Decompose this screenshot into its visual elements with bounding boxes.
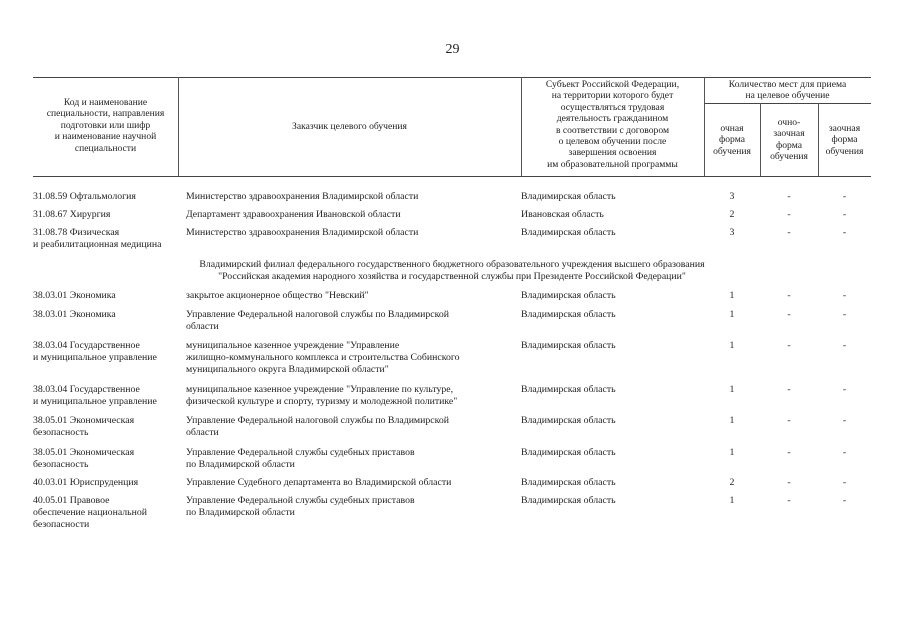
cell-subject: Владимирская область (521, 290, 616, 301)
cell-mixed: - (787, 191, 791, 202)
text-line: и муниципальное управление (33, 352, 157, 363)
text-line: Департамент здравоохранения Ивановской области (186, 209, 401, 220)
header-subject (521, 79, 704, 170)
cell-code (33, 384, 178, 408)
table-places-rule (704, 103, 871, 104)
cell-code (33, 290, 178, 302)
text-line: специальности, направления (46, 108, 165, 120)
text-line: Министерство здравоохранения Владимирской области (186, 227, 419, 238)
text-line: в соответствии с договором (555, 124, 670, 136)
cell-mixed: - (787, 227, 791, 238)
text-line: и наименование научной (54, 131, 157, 143)
cell-customer (186, 227, 516, 239)
cell-mixed: - (787, 384, 791, 395)
text-line: 38.03.01 Экономика (33, 290, 116, 301)
text-line: Количество мест для приема (728, 79, 847, 90)
text-line: "Российская академия народного хозяйства и государственной службы при Президенте Российской Федерации" (218, 271, 686, 282)
cell-fulltime: 1 (729, 309, 735, 320)
text-line: заочная (773, 128, 805, 140)
text-line: и реабилитационная медицина (33, 239, 162, 250)
header-fulltime (704, 123, 760, 157)
cell-fulltime: 3 (729, 227, 735, 238)
cell-subject: Владимирская область (521, 495, 616, 506)
text-line: Код и наименование (63, 97, 148, 108)
text-line: обеспечение национальной (33, 507, 147, 518)
text-line: очная (720, 123, 744, 134)
text-line: закрытое акционерное общество "Невский" (186, 290, 369, 301)
text-line: на целевое обучение (745, 90, 830, 102)
cell-extramural: - (842, 495, 847, 506)
cell-code (33, 477, 178, 489)
text-line: Министерство здравоохранения Владимирской области (186, 191, 419, 202)
cell-customer (186, 191, 516, 203)
text-line: жилищно-коммунального комплекса и строительства Собинского (186, 352, 460, 363)
text-line: деятельность гражданином (556, 113, 669, 125)
text-line: обучения (825, 145, 864, 157)
text-line: на территории которого будет (551, 90, 674, 102)
cell-subject: Владимирская область (521, 309, 616, 320)
cell-mixed: - (787, 495, 791, 506)
text-line: области (186, 321, 219, 332)
cell-code (33, 309, 178, 321)
text-line: муниципального округа Владимирской области" (186, 364, 389, 375)
page-number: 29 (445, 42, 460, 57)
cell-fulltime: 1 (729, 384, 735, 395)
cell-mixed: - (787, 290, 791, 301)
cell-extramural: - (842, 447, 847, 458)
cell-fulltime: 1 (729, 415, 735, 426)
header-extramural (818, 123, 871, 157)
text-line: 31.08.78 Физическая (33, 227, 120, 238)
header-code (33, 97, 178, 154)
cell-extramural: - (842, 227, 847, 238)
cell-extramural: - (842, 340, 847, 351)
text-line: Субъект Российской Федерации, (545, 79, 680, 90)
cell-customer (186, 209, 516, 221)
cell-customer (186, 340, 516, 376)
text-line: форма (776, 139, 802, 151)
cell-fulltime: 1 (729, 290, 735, 301)
cell-customer (186, 477, 516, 489)
cell-extramural: - (842, 191, 847, 202)
text-line: подготовки или шифр (60, 119, 151, 131)
text-line: муниципальное казенное учреждение "Управление по культуре, (186, 384, 454, 395)
cell-fulltime: 1 (729, 495, 735, 506)
cell-code (33, 209, 178, 221)
text-line: Управление Судебного департамента во Владимирской области (186, 477, 452, 488)
text-line: 38.03.04 Государственное (33, 340, 140, 351)
cell-mixed: - (787, 447, 791, 458)
cell-subject: Владимирская область (521, 384, 616, 395)
cell-code (33, 340, 178, 364)
cell-subject: Владимирская область (521, 340, 616, 351)
text-line: безопасности (33, 519, 90, 530)
cell-fulltime: 1 (729, 340, 735, 351)
text-line: муниципальное казенное учреждение "Управление (186, 340, 400, 351)
text-line: 38.03.01 Экономика (33, 309, 116, 320)
text-line: Заказчик целевого обучения (292, 121, 407, 132)
text-line: обучения (713, 145, 751, 157)
cell-fulltime: 2 (729, 477, 735, 488)
section-title (33, 259, 871, 283)
header-mixed (760, 117, 818, 163)
text-line: им образовательной программы (547, 158, 678, 170)
table-top-rule (33, 77, 871, 78)
cell-subject: Владимирская область (521, 227, 616, 238)
cell-extramural: - (842, 384, 847, 395)
text-line: обучения (770, 151, 808, 163)
text-line: 38.05.01 Экономическая (33, 447, 135, 458)
text-line: Владимирский филиал федерального государственного бюджетного образовательного учреждения высшего образования (199, 259, 705, 270)
text-line: форма (719, 134, 745, 146)
cell-fulltime: 3 (729, 191, 735, 202)
text-line: 40.05.01 Правовое (33, 495, 110, 506)
text-line: заочная (828, 123, 861, 134)
text-line: завершения освоения (568, 147, 657, 159)
text-line: по Владимирской области (186, 459, 295, 470)
cell-customer (186, 309, 516, 333)
text-line: по Владимирской области (186, 507, 295, 518)
text-line: осуществляться трудовая (560, 101, 665, 113)
cell-mixed: - (787, 309, 791, 320)
text-line: 38.05.01 Экономическая (33, 415, 135, 426)
text-line: Управление Федеральной налоговой службы по Владимирской (186, 309, 450, 320)
cell-subject: Владимирская область (521, 415, 616, 426)
cell-mixed: - (787, 340, 791, 351)
text-line: и муниципальное управление (33, 396, 157, 407)
cell-code (33, 227, 178, 251)
cell-customer (186, 495, 516, 519)
cell-code (33, 415, 178, 439)
cell-subject: Владимирская область (521, 447, 616, 458)
cell-extramural: - (842, 209, 847, 220)
cell-customer (186, 447, 516, 471)
cell-fulltime: 1 (729, 447, 735, 458)
text-line: 31.08.67 Хирургия (33, 209, 111, 220)
text-line: специальности (74, 142, 137, 154)
text-line: 40.03.01 Юриспруденция (33, 477, 139, 488)
text-line: физической культуре и спорту, туризму и молодежной политике" (186, 396, 458, 407)
cell-subject: Ивановская область (521, 209, 604, 220)
text-line: Управление Федеральной налоговой службы по Владимирской (186, 415, 450, 426)
cell-mixed: - (787, 477, 791, 488)
header-customer (178, 121, 521, 132)
text-line: Управление Федеральной службы судебных приставов (186, 495, 415, 506)
text-line: области (186, 427, 219, 438)
text-line: очно- (777, 117, 801, 128)
cell-extramural: - (842, 477, 847, 488)
text-line: безопасность (33, 427, 89, 438)
cell-extramural: - (842, 415, 847, 426)
cell-code (33, 447, 178, 471)
cell-extramural: - (842, 309, 847, 320)
cell-code (33, 191, 178, 203)
cell-customer (186, 384, 516, 408)
cell-customer (186, 415, 516, 439)
cell-fulltime: 2 (729, 209, 735, 220)
text-line: о целевом обучении после (558, 136, 667, 148)
text-line: форма (831, 134, 858, 146)
cell-mixed: - (787, 415, 791, 426)
cell-customer (186, 290, 516, 302)
cell-code (33, 495, 178, 531)
cell-extramural: - (842, 290, 847, 301)
text-line: 31.08.59 Офтальмология (33, 191, 136, 202)
text-line: Управление Федеральной службы судебных приставов (186, 447, 415, 458)
text-line: безопасность (33, 459, 89, 470)
cell-mixed: - (787, 209, 791, 220)
cell-subject: Владимирская область (521, 191, 616, 202)
cell-subject: Владимирская область (521, 477, 616, 488)
text-line: 38.03.04 Государственное (33, 384, 140, 395)
table-header-bottom-rule (33, 176, 871, 177)
header-places (704, 79, 871, 102)
